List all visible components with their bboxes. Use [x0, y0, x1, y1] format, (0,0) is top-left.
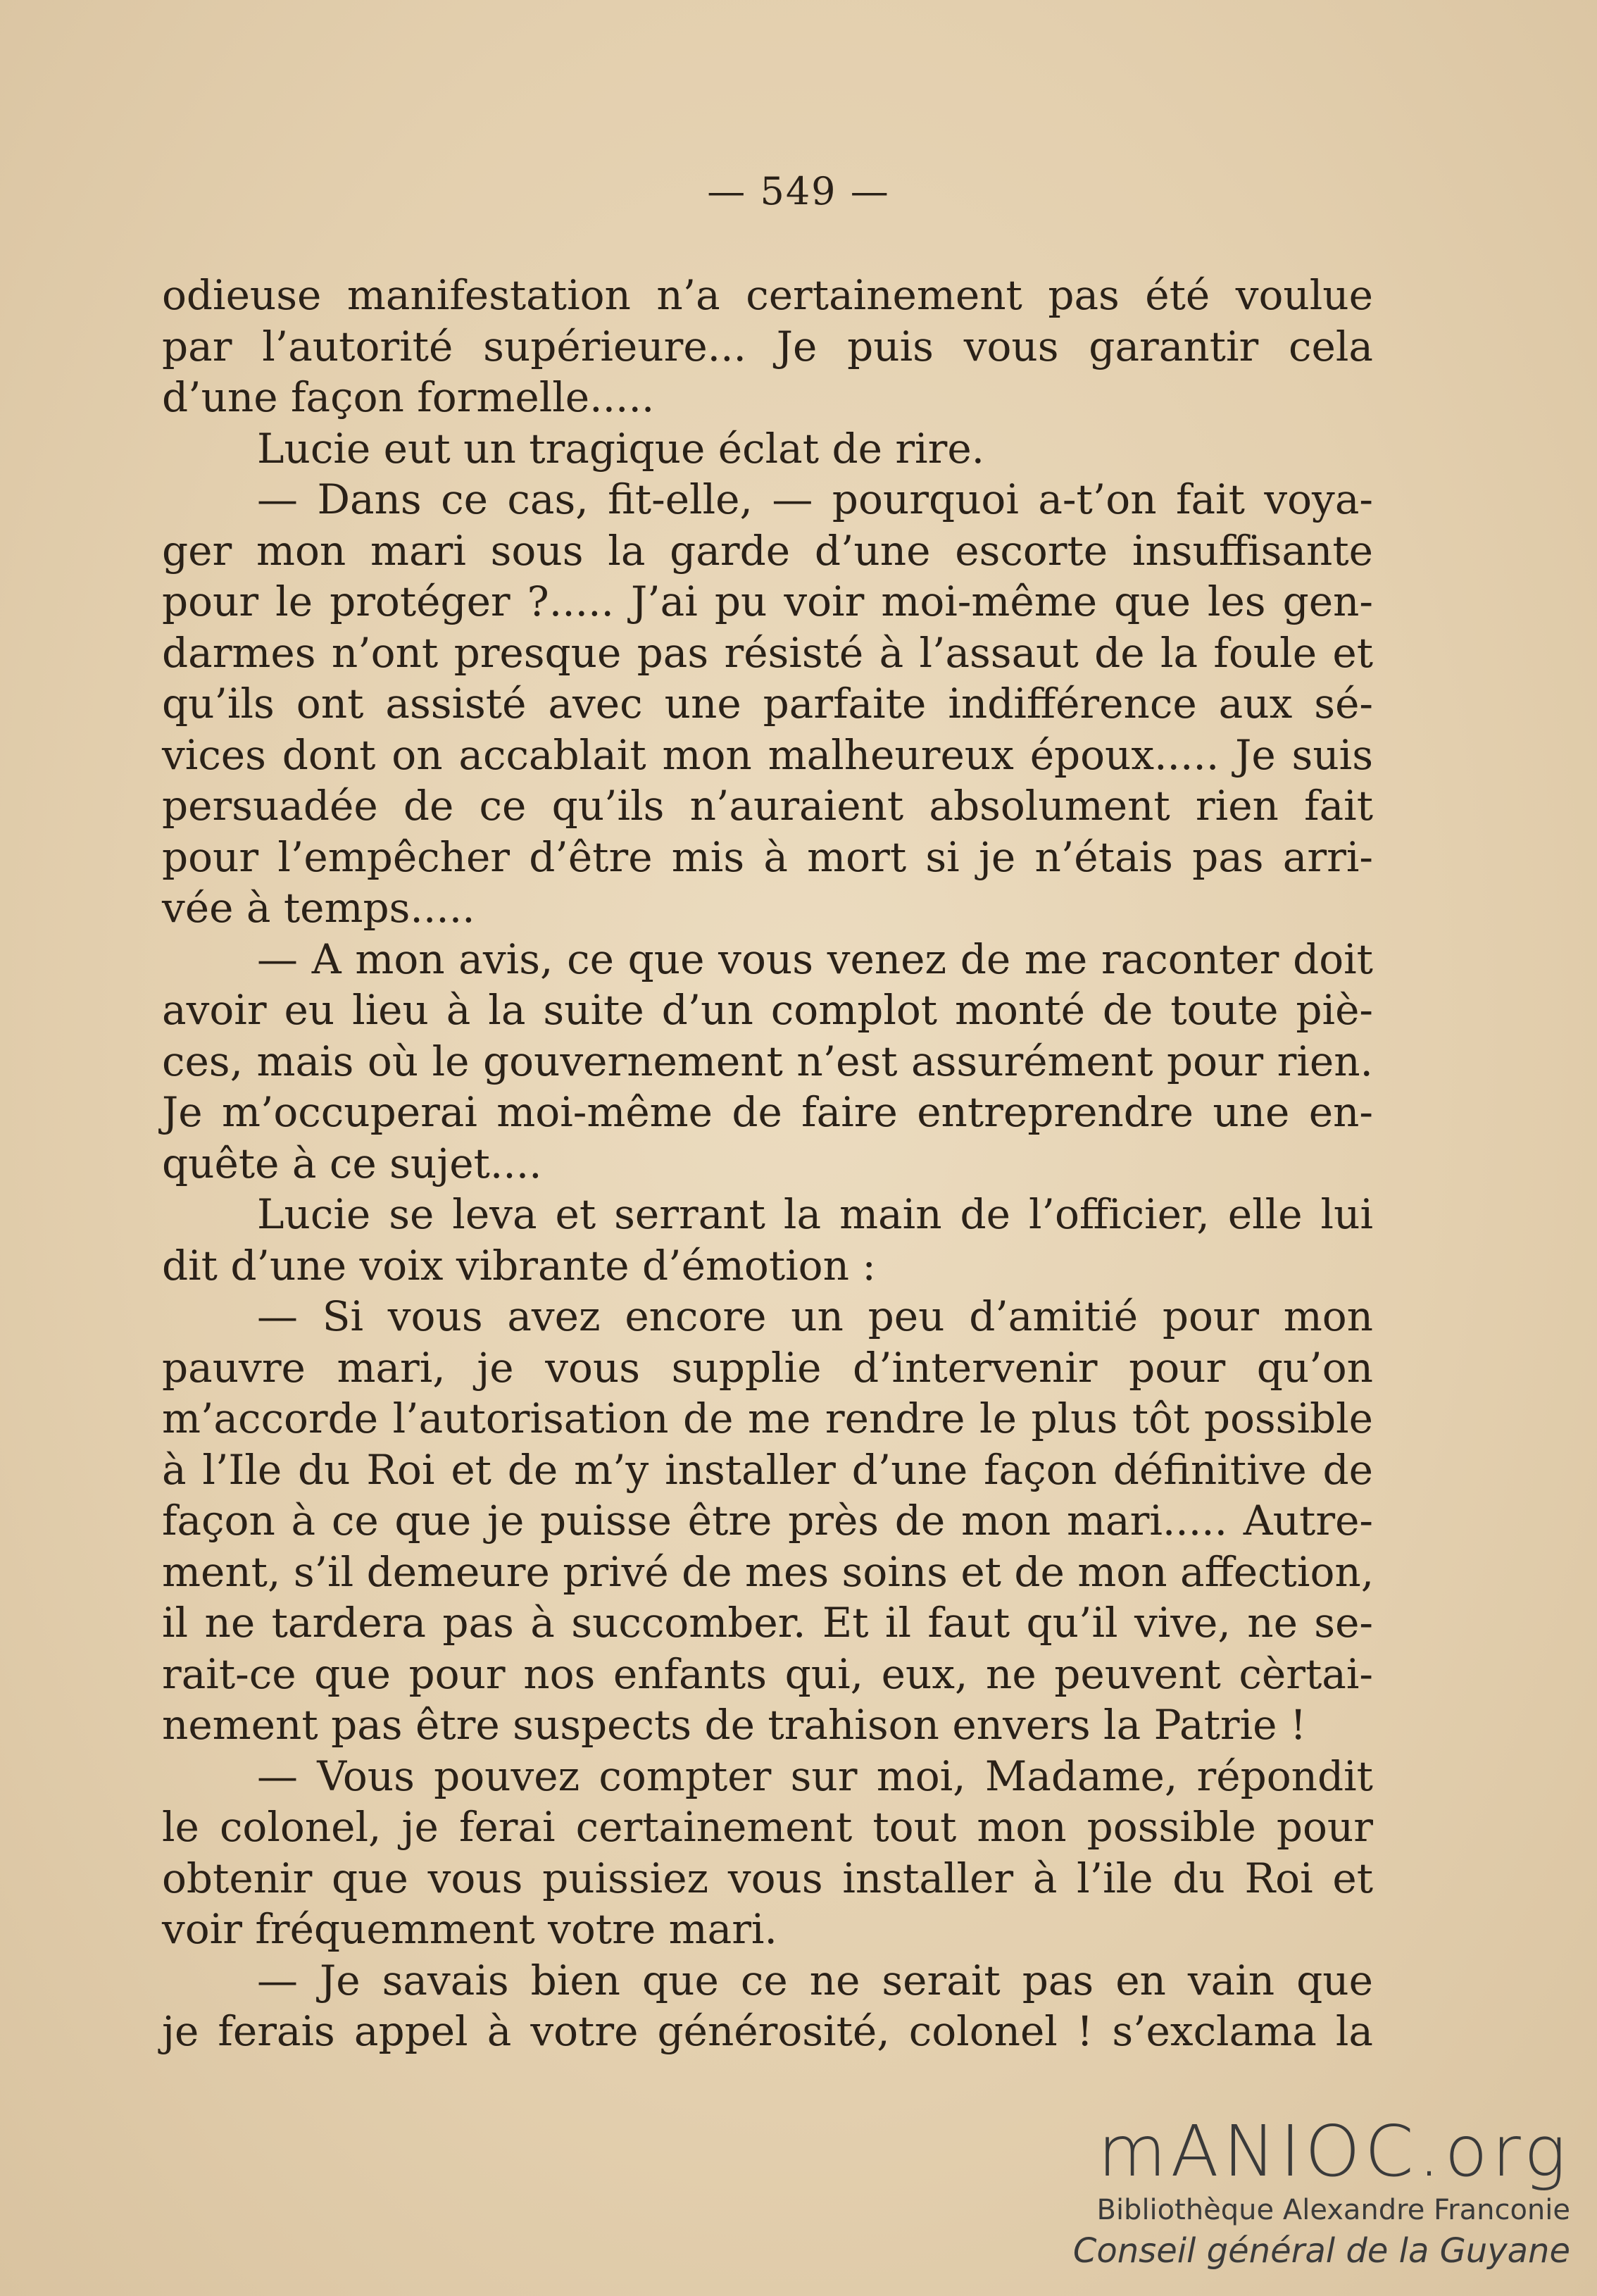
text-line: — Je savais bien que ce ne serait pas en vain que — [257, 1956, 1373, 2004]
page-number: — 549 — — [707, 169, 890, 213]
text-line: il ne tardera pas à succomber. Et il faut qu’il vive, ne se- — [162, 1599, 1373, 1647]
manioc-watermark — [1063, 2110, 1570, 2272]
text-line: persuadée de ce qu’ils n’auraient absolument rien fait — [162, 782, 1373, 830]
library-name: Bibliothèque Alexandre Franconie — [1096, 2194, 1570, 2226]
text-line: vices dont on accablait mon malheureux époux..... Je suis — [162, 730, 1373, 779]
text-line: — Dans ce cas, fit-elle, — pourquoi a-t’on fait voya- — [257, 475, 1373, 523]
text-line: ces, mais où le gouvernement n’est assurément pour rien. — [162, 1037, 1373, 1085]
text-line: — Si vous avez encore un peu d’amitié pour mon — [257, 1292, 1373, 1340]
text-line: pour le protéger ?..... J’ai pu voir moi-même que les gen- — [162, 578, 1373, 625]
text-line: obtenir que vous puissiez vous installer à l’ile du Roi et — [162, 1854, 1373, 1902]
text-line: ger mon mari sous la garde d’une escorte insuffisante — [162, 526, 1373, 575]
text-line: je ferais appel à votre générosité, colonel ! s’exclama la — [162, 2007, 1373, 2055]
text-line: avoir eu lieu à la suite d’un complot monté de toute piè- — [162, 986, 1373, 1034]
text-line: m’accorde l’autorisation de me rendre le plus tôt possible — [162, 1395, 1373, 1442]
text-line: pauvre mari, je vous supplie d’intervenir pour qu’on — [162, 1343, 1373, 1392]
text-line: nement pas être suspects de trahison envers la Patrie ! — [162, 1701, 1307, 1749]
text-line: le colonel, je ferai certainement tout mon possible pour — [162, 1803, 1373, 1851]
text-line: à l’Ile du Roi et de m’y installer d’une façon définitive de — [162, 1445, 1373, 1494]
text-line: qu’ils ont assisté avec une parfaite indifférence aux sé- — [162, 680, 1373, 728]
text-line: par l’autorité supérieure... Je puis vous garantir cela — [162, 322, 1373, 370]
text-line: dit d’une voix vibrante d’émotion : — [162, 1241, 876, 1290]
text-line: d’une façon formelle..... — [162, 373, 655, 421]
text-line: ment, s’il demeure privé de mes soins et de mon affection, — [162, 1547, 1374, 1596]
text-line: odieuse manifestation n’a certainement pas été voulue — [162, 271, 1373, 319]
text-line: — Vous pouvez compter sur moi, Madame, répondit — [257, 1752, 1373, 1800]
manioc-logo: mANIOC.org — [1098, 2110, 1570, 2192]
text-line: Lucie eut un tragique éclat de rire. — [257, 424, 985, 473]
text-line: rait-ce que pour nos enfants qui, eux, ne peuvent cèrtai- — [162, 1649, 1373, 1698]
text-line: — A mon avis, ce que vous venez de me raconter doit — [257, 935, 1373, 983]
council-name: Conseil général de la Guyane — [1072, 2231, 1570, 2271]
text-line: vée à temps..... — [162, 884, 475, 932]
text-line: darmes n’ont presque pas résisté à l’assaut de la foule et — [162, 628, 1373, 677]
text-line: façon à ce que je puisse être près de mon mari..... Autre- — [162, 1497, 1373, 1545]
text-line: quête à ce sujet.... — [162, 1139, 542, 1187]
text-line: Je m’occuperai moi-même de faire entreprendre une en- — [162, 1088, 1373, 1136]
text-line: pour l’empêcher d’être mis à mort si je n’étais pas arri- — [162, 832, 1373, 881]
text-line: Lucie se leva et serrant la main de l’officier, elle lui — [257, 1190, 1373, 1238]
text-line: voir fréquemment votre mari. — [162, 1905, 777, 1953]
body-text — [162, 270, 1373, 2057]
